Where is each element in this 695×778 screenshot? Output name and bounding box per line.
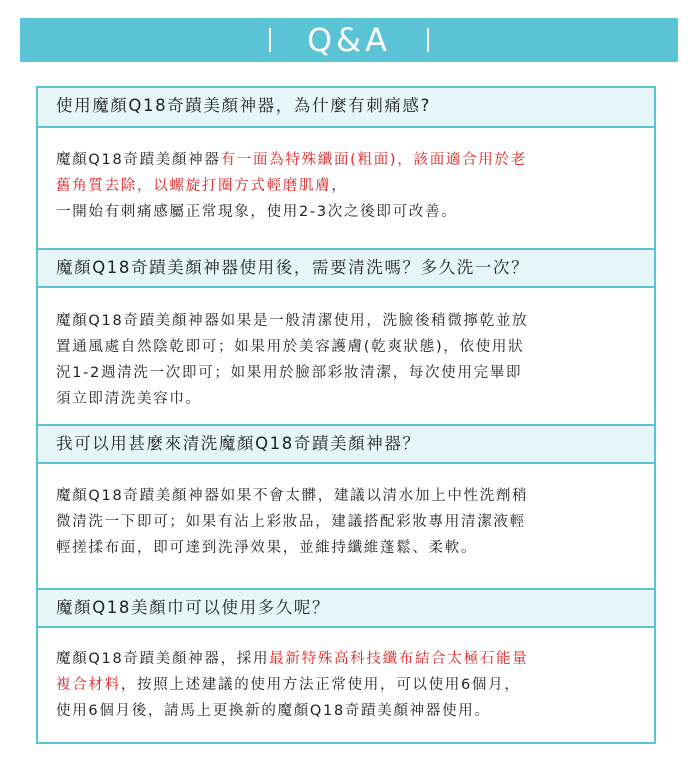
qa-banner <box>20 18 678 62</box>
answer-1-line-1 <box>56 147 642 173</box>
answer-highlight: 複合材料 <box>56 677 121 693</box>
faq-question-4: 魔顏Q18美顏巾可以使用多久呢？ <box>38 588 654 628</box>
answer-1-line-2 <box>56 173 642 199</box>
answer-text: 魔顏Q18奇蹟美顏神器 <box>56 152 221 168</box>
answer-4-line-2 <box>56 672 642 698</box>
faq-answer-1 <box>56 147 642 225</box>
faq-question-1: 使用魔顏Q18奇蹟美顏神器，為什麼有刺痛感? <box>38 88 654 128</box>
answer-text: 魔顏Q18奇蹟美顏神器，採用 <box>56 651 270 667</box>
answer-highlight: 有一面為特殊纖面(粗面)，該面適合用於老 <box>220 152 527 168</box>
faq-panel <box>36 86 656 744</box>
answer-4-line-3: 使用6個月後，請馬上更換新的魔顏Q18奇蹟美顏神器使用。 <box>56 703 491 719</box>
answer-2-line-4: 須立即清洗美容巾。 <box>56 391 202 407</box>
answer-3-line-3: 輕搓揉布面，即可達到洗淨效果，並維持纖維蓬鬆、柔軟。 <box>56 540 478 556</box>
answer-2-line-3: 況1-2週清洗一次即可；如果用於臉部彩妝清潔，每次使用完畢即 <box>56 365 523 381</box>
faq-question-2: 魔顏Q18奇蹟美顏神器使用後，需要清洗嗎？多久洗一次？ <box>38 248 654 288</box>
answer-2-line-2: 置通風處自然陰乾即可；如果用於美容護膚(乾爽狀態)，依使用狀 <box>56 339 525 355</box>
faq-question-3: 我可以用甚麼來清洗魔顏Q18奇蹟美顏神器？ <box>38 424 654 464</box>
answer-highlight: 舊角質去除，以螺旋打圈方式輕磨肌膚 <box>56 178 332 194</box>
faq-answer-4 <box>56 646 642 724</box>
answer-highlight: 最新特殊高科技纖布結合太極石能量 <box>269 651 529 667</box>
faq-answer-3 <box>56 483 642 561</box>
answer-text: ， <box>331 178 348 194</box>
banner-divider-right <box>427 28 429 52</box>
answer-1-line-3 <box>56 199 642 225</box>
answer-text: ，按照上述建議的使用方法正常使用，可以使用6個月， <box>120 677 521 693</box>
answer-text: 一開始有刺痛感屬正常現象，使用2-3次之後即可改善。 <box>56 204 458 220</box>
answer-3-line-2: 微清洗一下即可；如果有沾上彩妝品，建議搭配彩妝專用清潔液輕 <box>56 514 526 530</box>
answer-4-line-1 <box>56 646 642 672</box>
banner-title: Q&A <box>306 21 392 59</box>
faq-answer-2 <box>56 308 642 412</box>
answer-2-line-1: 魔顏Q18奇蹟美顏神器如果是一般清潔使用，洗臉後稍微擰乾並放 <box>56 313 529 329</box>
answer-3-line-1: 魔顏Q18奇蹟美顏神器如果不會太髒，建議以清水加上中性洗劑稍 <box>56 488 529 504</box>
